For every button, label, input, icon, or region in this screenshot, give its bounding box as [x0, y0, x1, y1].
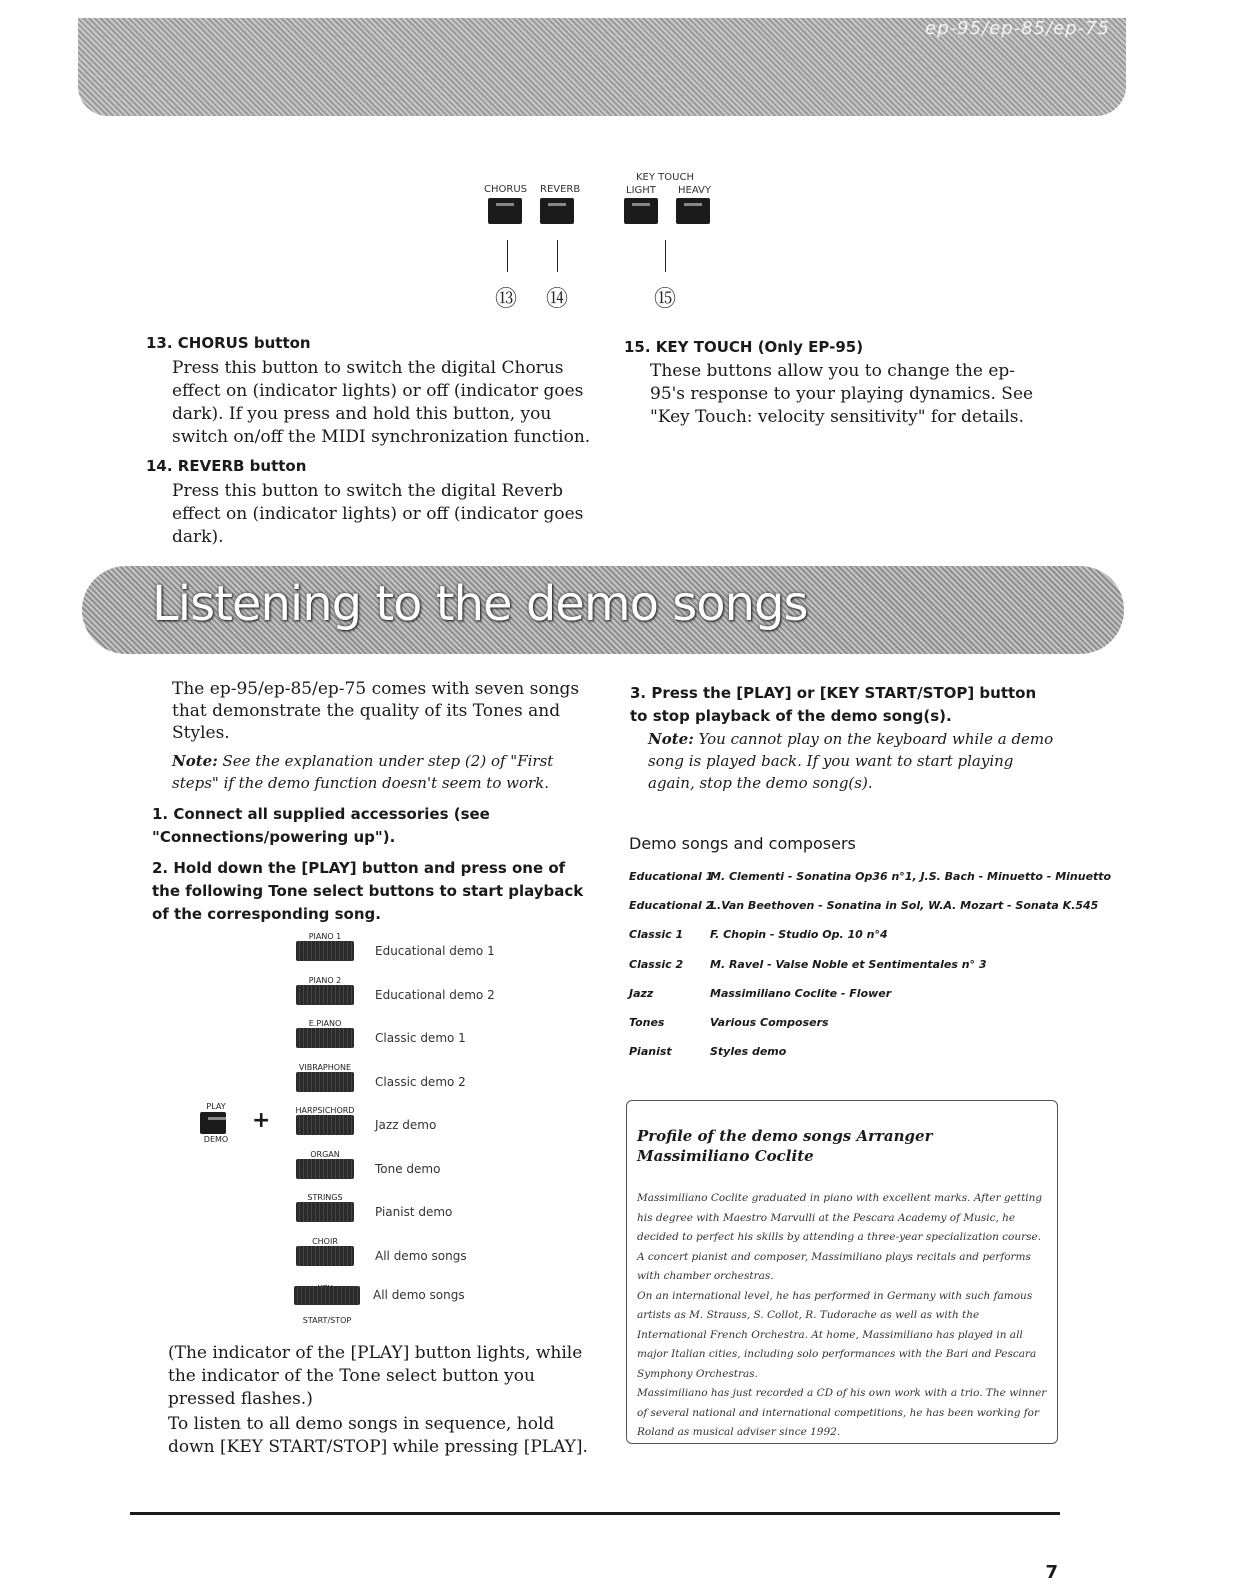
demo-song-name: Classic 2	[629, 957, 684, 971]
tone-button-label: STRINGS	[307, 1193, 343, 1202]
key-touch-light-button[interactable]	[624, 198, 658, 224]
chorus-button[interactable]	[488, 198, 522, 224]
demo-song-name: Jazz	[629, 986, 654, 1000]
demo-song-name: Educational 2	[629, 899, 714, 913]
key-touch-item-title: 15. KEY TOUCH (Only EP-95)	[624, 338, 864, 356]
after-text-1: (The indicator of the [PLAY] button lights, while the indicator of the Tone select button you pressed flashes.)	[168, 1343, 583, 1409]
tone-button-label: PIANO 1	[308, 932, 342, 941]
tone-button-label: PIANO 2	[308, 975, 342, 985]
step-3-note	[648, 728, 1058, 794]
plus-sign: +	[252, 1108, 271, 1133]
light-panel-label: LIGHT	[626, 185, 656, 196]
tone-select-button[interactable]	[296, 941, 354, 961]
tone-demo-description: Educational demo 1	[375, 944, 495, 958]
callout-15: ⑮	[654, 287, 677, 312]
key-start-label-bottom: START/STOP	[302, 1316, 352, 1325]
heavy-panel-label: HEAVY	[678, 185, 711, 196]
reverb-item-title: 14. REVERB button	[146, 457, 307, 475]
demo-song-composer: F. Chopin - Studio Op. 10 n°4	[710, 928, 888, 942]
profile-para-3: On an international level, he has performed in Germany with such famous artists as M. Strauss, S. Collot, R. Tudorache as well as with the International French Orchestra. At home, Massimiliano has played in all major Italian cities, including solo performances with the Bari and Pescara Symphony Orchestras.	[637, 1289, 1037, 1380]
reverb-item-text: Press this button to switch the digital Reverb effect on (indicator lights) or off (indicator goes dark).	[172, 481, 584, 547]
callout-13: ⑬	[495, 287, 518, 312]
demo-song-name: Pianist	[629, 1045, 672, 1059]
tone-select-button[interactable]	[296, 1246, 354, 1266]
demo-song-composer: Various Composers	[710, 1016, 829, 1029]
tone-button-label: CHOIR	[312, 1236, 338, 1246]
profile-para-1: Massimiliano Coclite graduated in piano with excellent marks. After getting his degree with Maestro Marvulli at the Pescara Academy of Music, he decided to perfect his skills by attending a three-year specialization course.	[637, 1192, 1043, 1243]
intro-note-text: See the explanation under step (2) of "First steps" if the demo function doesn't seem to work.	[172, 752, 554, 792]
demo-label: DEMO	[203, 1135, 229, 1144]
tone-select-button[interactable]	[296, 1159, 354, 1179]
key-touch-heavy-button[interactable]	[676, 198, 710, 224]
demo-song-name: Classic 1	[629, 928, 684, 942]
section-title: Listening to the demo songs	[152, 576, 808, 632]
profile-box	[626, 1100, 1058, 1444]
tone-demo-description: Educational demo 2	[375, 987, 495, 1002]
tone-select-button[interactable]	[296, 1115, 354, 1135]
callout-14: ⑭	[546, 287, 569, 312]
chorus-panel-label: CHORUS	[484, 184, 527, 195]
step-3-note-text: You cannot play on the keyboard while a demo song is played back. If you want to start playing again, stop the demo song(s).	[648, 730, 1054, 792]
page-number: 7	[1045, 1562, 1058, 1583]
demo-song-composer: Styles demo	[710, 1045, 787, 1059]
tone-select-button[interactable]	[296, 1028, 354, 1048]
section-title-bar	[82, 566, 1124, 654]
key-start-stop-button[interactable]	[294, 1286, 360, 1305]
tone-select-button[interactable]	[296, 1072, 354, 1092]
reverb-button[interactable]	[540, 198, 574, 224]
tone-button-label: VIBRAPHONE	[298, 1062, 352, 1072]
step-2: 2. Hold down the [PLAY] button and press one of the following Tone select buttons to start playback of the corresponding song.	[152, 859, 584, 923]
profile-title-2: Massimiliano Coclite	[637, 1147, 814, 1165]
play-button[interactable]	[200, 1112, 226, 1134]
callout-line-15	[665, 240, 666, 272]
profile-text	[637, 1189, 1051, 1443]
step-3: 3. Press the [PLAY] or [KEY START/STOP] button to stop playback of the demo song(s).	[630, 684, 1037, 725]
tone-demo-description: All demo songs	[375, 1248, 467, 1263]
callout-line-13	[507, 240, 508, 272]
tone-button-label: HARPSICHORD	[295, 1106, 355, 1115]
model-name: ep-95/ep-85/ep-75	[925, 18, 1110, 39]
demo-song-composer: Massimiliano Coclite - Flower	[710, 986, 892, 1000]
key-start-desc: All demo songs	[373, 1288, 465, 1302]
header-bar	[78, 18, 1126, 116]
tone-demo-description: Tone demo	[375, 1161, 441, 1176]
demo-song-composer: M. Ravel - Valse Noble et Sentimentales n° 3	[710, 957, 987, 971]
step-3-note-label: Note:	[648, 730, 694, 748]
tone-demo-description: Jazz demo	[375, 1118, 437, 1132]
callout-line-14	[557, 240, 558, 272]
play-label: PLAY	[206, 1102, 226, 1111]
key-touch-panel-label: KEY TOUCH	[636, 172, 694, 183]
demo-song-composer: L.Van Beethoven - Sonatina in Sol, W.A. Mozart - Sonata K.545	[710, 899, 1099, 913]
profile-title-1: Profile of the demo songs Arranger	[637, 1127, 933, 1145]
tone-demo-description: Pianist demo	[375, 1205, 453, 1219]
tone-select-button[interactable]	[296, 985, 354, 1005]
tone-button-label: E.PIANO	[308, 1019, 342, 1028]
key-touch-item-text: These buttons allow you to change the ep-95's response to your playing dynamics. See "Key Touch: velocity sensitivity" for details.	[650, 361, 1034, 427]
tone-button-label: ORGAN	[310, 1149, 340, 1159]
tone-demo-description: Classic demo 1	[375, 1031, 466, 1045]
demo-song-composer: M. Clementi - Sonatina Op36 n°1, J.S. Bach - Minuetto - Minuetto	[710, 870, 1112, 883]
chorus-item-text: Press this button to switch the digital Chorus effect on (indicator lights) or off (indicator goes dark). If you press and hold this button, you switch on/off the MIDI synchronization function.	[172, 358, 591, 447]
step-1: 1. Connect all supplied accessories (see "Connections/powering up").	[152, 805, 490, 846]
tone-select-button[interactable]	[296, 1202, 354, 1222]
intro-text: The ep-95/ep-85/ep-75 comes with seven songs that demonstrate the quality of its Tones and Styles.	[172, 679, 580, 743]
tone-demo-description: Classic demo 2	[375, 1074, 466, 1089]
reverb-panel-label: REVERB	[540, 184, 581, 195]
demo-song-name: Tones	[629, 1016, 665, 1029]
demo-song-name: Educational 1	[629, 870, 714, 883]
demo-table-heading: Demo songs and composers	[629, 834, 856, 853]
footer-rule	[130, 1512, 1060, 1515]
intro-note	[172, 750, 592, 794]
profile-para-4: Massimiliano has just recorded a CD of his own work with a trio. The winner of several national and international competitions, he has been working for Roland as musical adviser since 1992.	[637, 1387, 1047, 1438]
intro-note-label: Note:	[172, 752, 218, 770]
chorus-item-title: 13. CHORUS button	[146, 334, 311, 352]
profile-para-2: A concert pianist and composer, Massimiliano plays recitals and performs with chamber orchestras.	[637, 1250, 1031, 1282]
after-text-2: To listen to all demo songs in sequence, hold down [KEY START/STOP] while pressing [PLAY].	[168, 1414, 588, 1457]
